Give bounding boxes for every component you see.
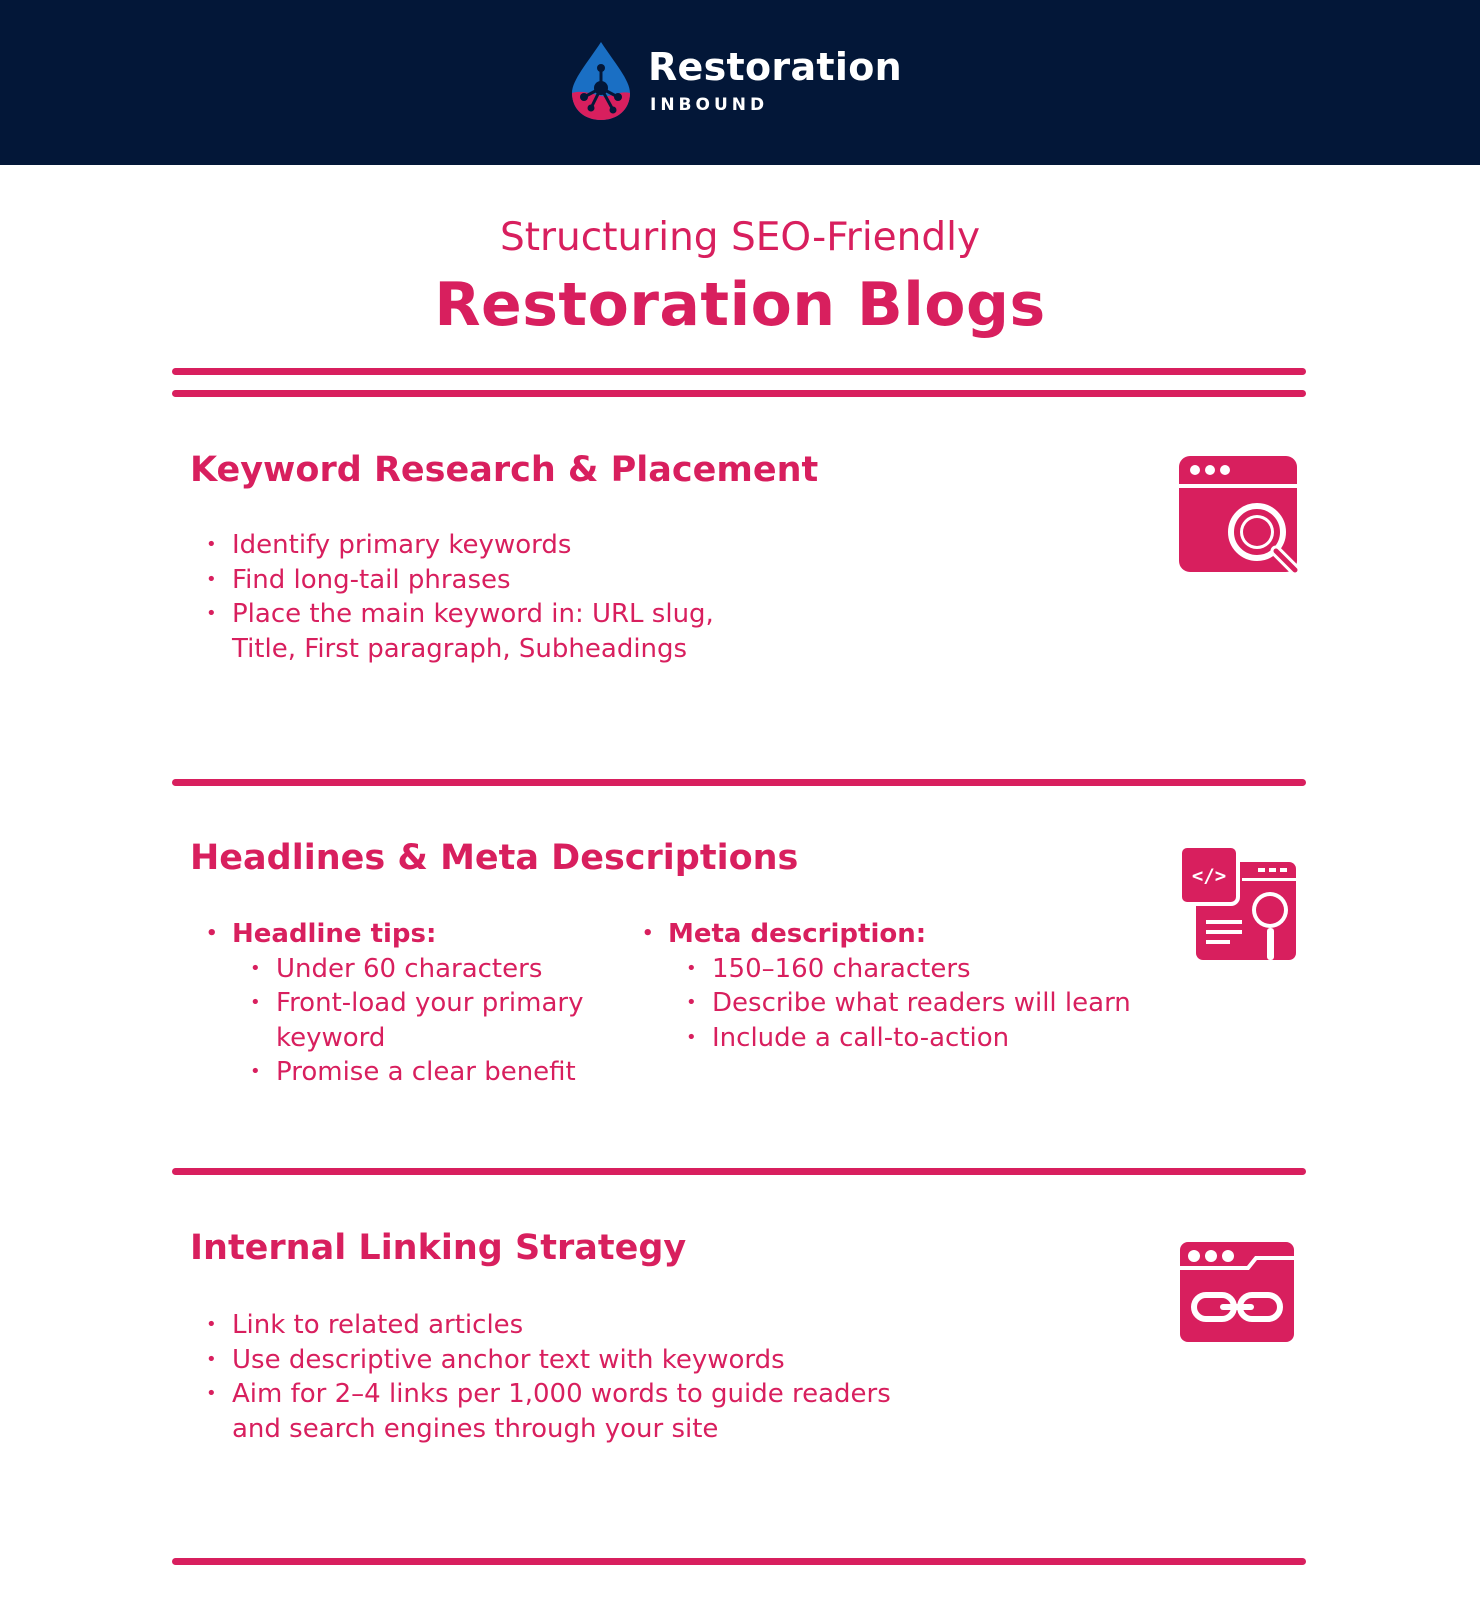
brand-subtitle: INBOUND <box>650 95 769 115</box>
section-divider <box>172 1168 1306 1175</box>
meta-description-sublist <box>668 952 1202 1056</box>
list-item: • Find long-tail phrases <box>206 563 726 598</box>
brand-name: Restoration <box>648 45 902 89</box>
headline-tips-label: Headline tips: <box>232 919 437 949</box>
browser-link-icon <box>1178 1240 1296 1344</box>
meta-description-label: Meta description: <box>668 919 927 949</box>
list-item <box>642 917 1202 1055</box>
meta-description-list <box>642 917 1202 1055</box>
list-item: • 150–160 characters <box>686 952 1202 987</box>
list-item: • Place the main keyword in: URL slug, Title, First paragraph, Subheadings <box>206 597 726 666</box>
page-subtitle: Structuring SEO-Friendly <box>499 215 981 260</box>
section-heading-keyword-research: Keyword Research & Placement <box>190 450 819 490</box>
list-item: • Link to related articles <box>206 1308 906 1343</box>
brand-logo[interactable] <box>570 40 930 130</box>
headline-tips-sublist <box>232 952 626 1090</box>
section-divider <box>172 1558 1306 1565</box>
list-item <box>206 917 626 1090</box>
page-title: Restoration Blogs <box>434 270 1046 340</box>
headline-tips-list <box>206 917 626 1090</box>
title-divider-bottom <box>172 390 1306 397</box>
header-bar <box>0 0 1480 165</box>
list-item: • Use descriptive anchor text with keywords <box>206 1343 906 1378</box>
section-heading-internal-linking: Internal Linking Strategy <box>190 1228 687 1268</box>
water-drop-logo-icon <box>570 40 632 122</box>
list-item: • Identify primary keywords <box>206 528 726 563</box>
list-item: • Under 60 characters <box>250 952 626 987</box>
code-document-search-icon <box>1178 844 1298 964</box>
title-divider-top <box>172 368 1306 375</box>
list-item: • Promise a clear benefit <box>250 1055 626 1090</box>
browser-search-icon <box>1177 454 1299 574</box>
list-item: • Front-load your primary keyword <box>250 986 626 1055</box>
list-item: • Aim for 2–4 links per 1,000 words to guide readers and search engines through your site <box>206 1377 906 1446</box>
section-heading-headlines-meta: Headlines & Meta Descriptions <box>190 838 799 878</box>
list-item: • Include a call-to-action <box>686 1021 1202 1056</box>
section-divider <box>172 779 1306 786</box>
list-item: • Describe what readers will learn <box>686 986 1202 1021</box>
svg-text:</>: </> <box>1191 865 1227 887</box>
keyword-bullet-list <box>206 528 726 666</box>
internal-linking-bullet-list <box>206 1308 906 1446</box>
